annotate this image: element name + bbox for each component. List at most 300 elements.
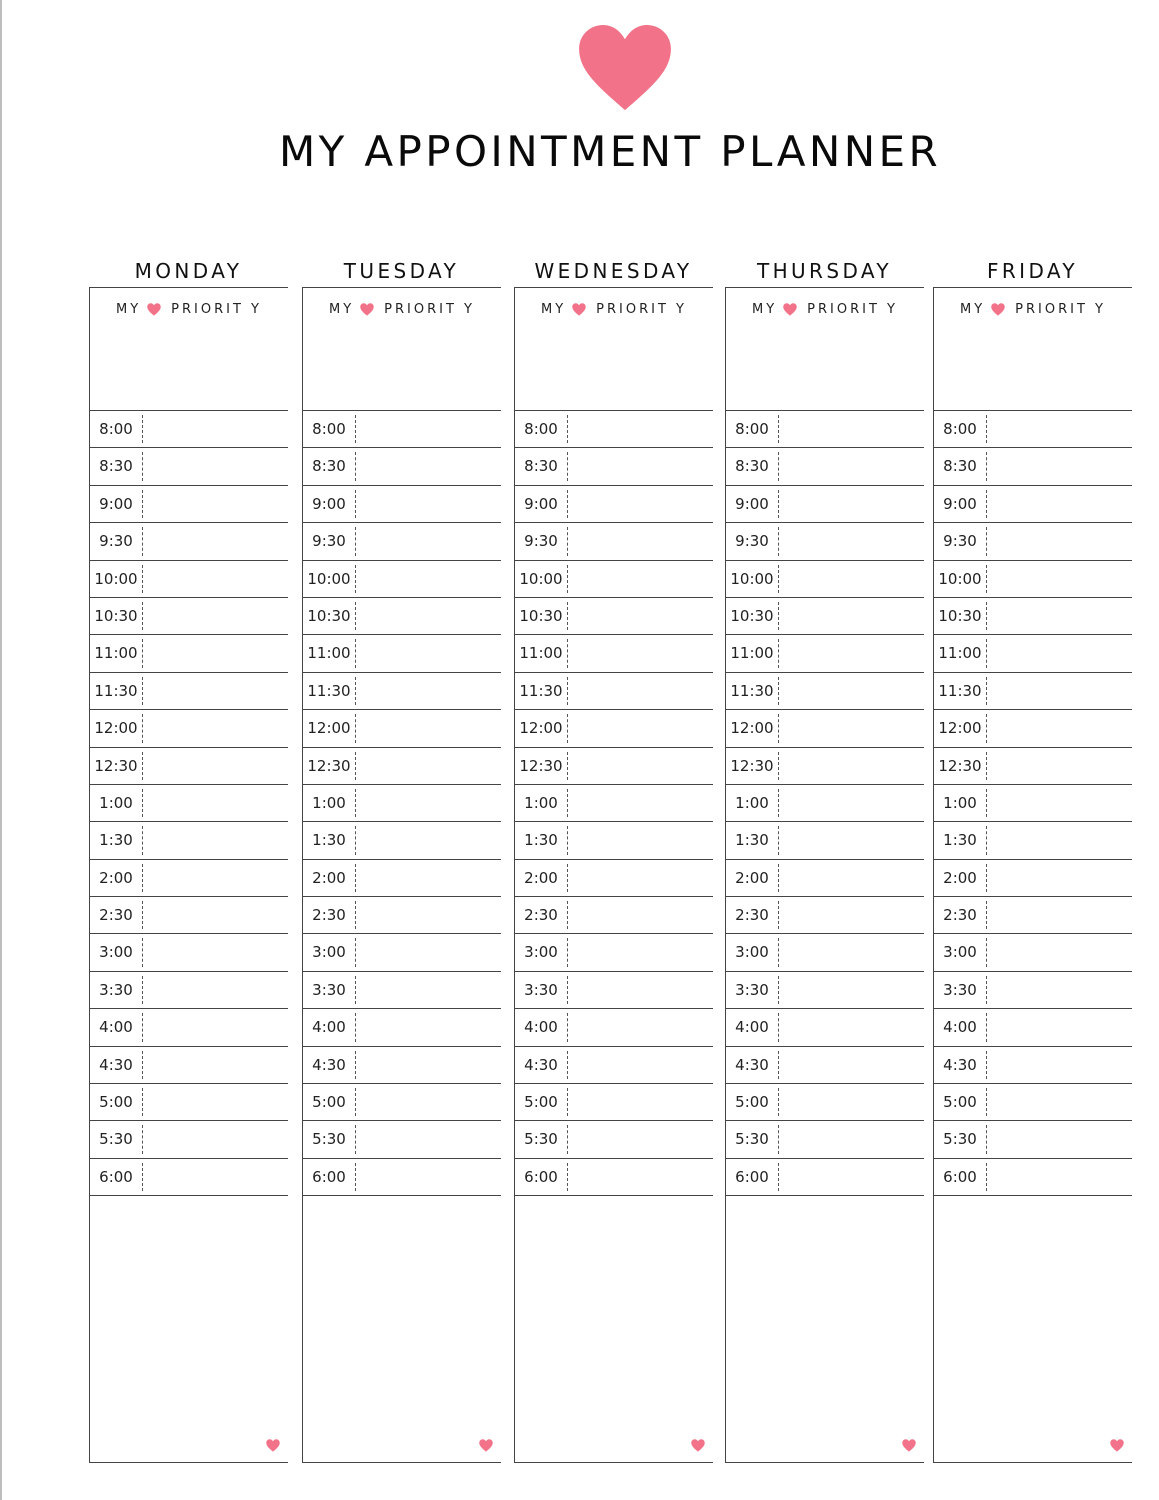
appointment-entry-field[interactable]: [988, 635, 1132, 671]
time-slot-label: 9:30: [524, 532, 558, 551]
time-slot-label: 8:00: [735, 420, 769, 438]
time-slot-label: 12:30: [730, 756, 774, 775]
appointment-entry-field[interactable]: [988, 822, 1132, 858]
time-slot-label: 4:30: [943, 1055, 977, 1074]
appointment-entry-field[interactable]: [569, 1084, 713, 1120]
time-slot-row: [934, 747, 1132, 784]
time-slot-row: [515, 410, 713, 447]
appointment-entry-field[interactable]: [988, 411, 1132, 447]
time-slot-row: [515, 859, 713, 896]
appointment-entry-field[interactable]: [988, 1159, 1132, 1195]
dashed-divider: [142, 901, 143, 929]
time-slot-row: [90, 709, 288, 746]
appointment-entry-field[interactable]: [569, 486, 713, 522]
appointment-entry-field[interactable]: [144, 1159, 288, 1195]
dashed-divider: [986, 976, 987, 1004]
appointment-entry-field[interactable]: [780, 785, 924, 821]
dashed-divider: [778, 415, 779, 443]
time-slot-label: 3:00: [99, 943, 133, 962]
appointment-entry-field[interactable]: [569, 635, 713, 671]
appointment-entry-field[interactable]: [144, 635, 288, 671]
notes-area[interactable]: [303, 1218, 501, 1462]
heart-icon: [783, 303, 797, 316]
priority-input-area[interactable]: [515, 322, 713, 408]
dashed-divider: [142, 639, 143, 667]
appointment-entry-field[interactable]: [780, 934, 924, 970]
time-slot-label: 2:00: [312, 868, 346, 887]
time-slot-row: [303, 933, 501, 970]
time-slot-label: 6:00: [943, 1167, 977, 1186]
time-slot-label: 5:30: [312, 1130, 346, 1149]
dashed-divider: [986, 901, 987, 929]
time-slot-row: [934, 709, 1132, 746]
dashed-divider: [355, 565, 356, 593]
priority-input-area[interactable]: [726, 322, 924, 408]
appointment-entry-field[interactable]: [780, 1121, 924, 1157]
appointment-entry-field[interactable]: [357, 561, 501, 597]
time-slot-row: [303, 896, 501, 933]
time-slot-row: [515, 522, 713, 559]
time-slot-label: 3:30: [99, 980, 133, 999]
appointment-entry-field[interactable]: [357, 673, 501, 709]
time-slot-label: 2:00: [735, 868, 769, 887]
appointment-entry-field[interactable]: [144, 1084, 288, 1120]
dashed-divider: [986, 826, 987, 854]
priority-heading: [934, 299, 1132, 319]
time-slot-label: 1:00: [312, 793, 346, 812]
priority-label-my: MY: [116, 301, 142, 317]
time-slot-list: [303, 410, 501, 1196]
time-slot-row: [726, 747, 924, 784]
dashed-divider: [142, 1051, 143, 1079]
time-slot-row: [934, 933, 1132, 970]
time-slot-label: 3:00: [735, 943, 769, 962]
appointment-entry-field[interactable]: [144, 448, 288, 484]
time-slot-row: [303, 821, 501, 858]
appointment-entry-field[interactable]: [144, 486, 288, 522]
dashed-divider: [355, 826, 356, 854]
appointment-entry-field[interactable]: [357, 1121, 501, 1157]
dashed-divider: [986, 452, 987, 480]
time-slot-label: 11:00: [519, 644, 563, 663]
appointment-entry-field[interactable]: [144, 1009, 288, 1045]
heart-icon: [360, 303, 374, 316]
notes-area[interactable]: [726, 1218, 924, 1462]
priority-label-priority: PRIORIT Y: [171, 301, 262, 317]
time-slot-row: [303, 859, 501, 896]
dashed-divider: [778, 602, 779, 630]
time-slot-row: [303, 485, 501, 522]
appointment-entry-field[interactable]: [569, 1009, 713, 1045]
dashed-divider: [778, 1013, 779, 1041]
appointment-entry-field[interactable]: [780, 635, 924, 671]
time-slot-label: 2:00: [524, 868, 558, 887]
appointment-entry-field[interactable]: [988, 561, 1132, 597]
appointment-entry-field[interactable]: [780, 860, 924, 896]
time-slot-label: 8:30: [312, 457, 346, 476]
priority-heading: [515, 299, 713, 319]
dashed-divider: [778, 1088, 779, 1116]
dashed-divider: [142, 826, 143, 854]
time-slot-label: 10:30: [730, 606, 774, 625]
appointment-entry-field[interactable]: [144, 972, 288, 1008]
time-slot-label: 3:30: [312, 980, 346, 999]
time-slot-row: [303, 634, 501, 671]
time-slot-row: [303, 784, 501, 821]
time-slot-label: 10:30: [519, 606, 563, 625]
dashed-divider: [567, 1163, 568, 1191]
appointment-entry-field[interactable]: [780, 710, 924, 746]
day-box: [725, 287, 924, 1463]
dashed-divider: [567, 602, 568, 630]
time-slot-label: 5:30: [99, 1130, 133, 1149]
appointment-entry-field[interactable]: [569, 972, 713, 1008]
time-slot-row: [90, 597, 288, 634]
heart-icon: [572, 303, 586, 316]
dashed-divider: [567, 1088, 568, 1116]
appointment-entry-field[interactable]: [144, 598, 288, 634]
time-slot-row: [90, 1008, 288, 1045]
appointment-entry-field[interactable]: [357, 897, 501, 933]
dashed-divider: [355, 639, 356, 667]
time-slot-label: 8:00: [99, 420, 133, 438]
appointment-entry-field[interactable]: [780, 1009, 924, 1045]
dashed-divider: [142, 602, 143, 630]
appointment-entry-field[interactable]: [569, 561, 713, 597]
notes-area[interactable]: [515, 1218, 713, 1462]
dashed-divider: [355, 527, 356, 555]
time-slot-row: [934, 784, 1132, 821]
time-slot-label: 9:30: [99, 532, 133, 551]
appointment-entry-field[interactable]: [144, 1121, 288, 1157]
time-slot-list: [934, 410, 1132, 1196]
time-slot-row: [934, 821, 1132, 858]
time-slot-label: 3:30: [943, 980, 977, 999]
time-slot-list: [90, 410, 288, 1196]
appointment-entry-field[interactable]: [780, 561, 924, 597]
appointment-entry-field[interactable]: [988, 1121, 1132, 1157]
appointment-entry-field[interactable]: [569, 1121, 713, 1157]
dashed-divider: [778, 714, 779, 742]
time-slot-row: [90, 1046, 288, 1083]
dashed-divider: [355, 490, 356, 518]
time-slot-row: [90, 933, 288, 970]
appointment-entry-field[interactable]: [988, 523, 1132, 559]
dashed-divider: [355, 1013, 356, 1041]
appointment-entry-field[interactable]: [569, 860, 713, 896]
dashed-divider: [567, 752, 568, 780]
appointment-entry-field[interactable]: [144, 411, 288, 447]
appointment-entry-field[interactable]: [780, 598, 924, 634]
time-slot-row: [726, 1083, 924, 1120]
appointment-entry-field[interactable]: [569, 748, 713, 784]
dashed-divider: [355, 714, 356, 742]
time-slot-row: [726, 971, 924, 1008]
time-slot-label: 12:00: [519, 719, 563, 738]
appointment-entry-field[interactable]: [144, 934, 288, 970]
appointment-entry-field[interactable]: [780, 673, 924, 709]
appointment-entry-field[interactable]: [144, 523, 288, 559]
dashed-divider: [567, 864, 568, 892]
appointment-entry-field[interactable]: [357, 411, 501, 447]
time-slot-label: 8:30: [99, 457, 133, 476]
appointment-entry-field[interactable]: [569, 673, 713, 709]
appointment-entry-field[interactable]: [988, 448, 1132, 484]
appointment-entry-field[interactable]: [988, 710, 1132, 746]
appointment-entry-field[interactable]: [780, 411, 924, 447]
time-slot-label: 3:30: [735, 980, 769, 999]
time-slot-label: 11:30: [94, 681, 138, 700]
priority-heading: [303, 299, 501, 319]
appointment-entry-field[interactable]: [357, 785, 501, 821]
time-slot-label: 6:00: [735, 1167, 769, 1186]
dashed-divider: [567, 490, 568, 518]
appointment-entry-field[interactable]: [569, 1159, 713, 1195]
dashed-divider: [142, 452, 143, 480]
day-name: WEDNESDAY: [534, 259, 693, 283]
appointment-entry-field[interactable]: [988, 972, 1132, 1008]
appointment-entry-field[interactable]: [988, 934, 1132, 970]
appointment-entry-field[interactable]: [569, 897, 713, 933]
dashed-divider: [567, 714, 568, 742]
dashed-divider: [778, 527, 779, 555]
time-slot-row: [726, 933, 924, 970]
appointment-entry-field[interactable]: [780, 448, 924, 484]
dashed-divider: [142, 938, 143, 966]
time-slot-row: [90, 971, 288, 1008]
dashed-divider: [355, 1088, 356, 1116]
appointment-entry-field[interactable]: [144, 748, 288, 784]
appointment-entry-field[interactable]: [988, 1009, 1132, 1045]
appointment-entry-field[interactable]: [144, 897, 288, 933]
dashed-divider: [355, 938, 356, 966]
appointment-entry-field[interactable]: [569, 822, 713, 858]
appointment-entry-field[interactable]: [144, 785, 288, 821]
time-slot-row: [726, 709, 924, 746]
appointment-entry-field[interactable]: [780, 748, 924, 784]
heart-icon: [1110, 1439, 1124, 1452]
appointment-entry-field[interactable]: [988, 598, 1132, 634]
time-slot-row: [934, 672, 1132, 709]
time-slot-row: [90, 784, 288, 821]
appointment-entry-field[interactable]: [988, 1047, 1132, 1083]
dashed-divider: [355, 864, 356, 892]
dashed-divider: [778, 826, 779, 854]
appointment-entry-field[interactable]: [780, 1159, 924, 1195]
time-slot-list: [515, 410, 713, 1196]
time-slot-label: 1:00: [943, 793, 977, 812]
time-slot-label: 10:30: [938, 606, 982, 625]
time-slot-label: 4:00: [99, 1018, 133, 1037]
dashed-divider: [567, 938, 568, 966]
notes-area[interactable]: [90, 1218, 288, 1462]
appointment-entry-field[interactable]: [780, 972, 924, 1008]
time-slot-row: [90, 634, 288, 671]
time-slot-label: 5:30: [943, 1130, 977, 1149]
time-slot-row: [515, 560, 713, 597]
day-box: [514, 287, 713, 1463]
appointment-entry-field[interactable]: [988, 897, 1132, 933]
appointment-entry-field[interactable]: [569, 523, 713, 559]
dashed-divider: [142, 1163, 143, 1191]
time-slot-label: 3:30: [524, 980, 558, 999]
time-slot-row: [934, 859, 1132, 896]
appointment-entry-field[interactable]: [988, 860, 1132, 896]
time-slot-row: [303, 672, 501, 709]
appointment-entry-field[interactable]: [569, 448, 713, 484]
appointment-entry-field[interactable]: [144, 561, 288, 597]
time-slot-row: [515, 1046, 713, 1083]
time-slot-row: [726, 672, 924, 709]
appointment-entry-field[interactable]: [569, 785, 713, 821]
dashed-divider: [142, 415, 143, 443]
dashed-divider: [567, 1051, 568, 1079]
notes-area[interactable]: [934, 1218, 1132, 1462]
appointment-entry-field[interactable]: [144, 1047, 288, 1083]
time-slot-row: [726, 1008, 924, 1045]
dashed-divider: [778, 864, 779, 892]
time-slot-row: [90, 410, 288, 447]
time-slot-label: 11:00: [938, 644, 982, 663]
appointment-entry-field[interactable]: [780, 523, 924, 559]
day-column-monday: [89, 255, 288, 1462]
time-slot-label: 1:30: [735, 831, 769, 850]
dashed-divider: [567, 901, 568, 929]
time-slot-label: 4:00: [524, 1018, 558, 1037]
priority-label-my: MY: [752, 301, 778, 317]
appointment-entry-field[interactable]: [357, 1009, 501, 1045]
day-box: [302, 287, 501, 1463]
appointment-entry-field[interactable]: [569, 710, 713, 746]
time-slot-label: 11:30: [730, 681, 774, 700]
time-slot-row: [934, 1158, 1132, 1196]
page-title: MY APPOINTMENT PLANNER: [278, 127, 942, 176]
time-slot-row: [934, 896, 1132, 933]
priority-label-priority: PRIORIT Y: [596, 301, 687, 317]
appointment-entry-field[interactable]: [357, 860, 501, 896]
appointment-entry-field[interactable]: [569, 598, 713, 634]
appointment-entry-field[interactable]: [988, 486, 1132, 522]
time-slot-row: [934, 634, 1132, 671]
appointment-entry-field[interactable]: [144, 710, 288, 746]
appointment-entry-field[interactable]: [569, 934, 713, 970]
time-slot-label: 3:00: [312, 943, 346, 962]
appointment-entry-field[interactable]: [780, 897, 924, 933]
dashed-divider: [142, 714, 143, 742]
appointment-entry-field[interactable]: [357, 972, 501, 1008]
appointment-entry-field[interactable]: [569, 1047, 713, 1083]
appointment-entry-field[interactable]: [780, 822, 924, 858]
appointment-entry-field[interactable]: [357, 635, 501, 671]
time-slot-label: 1:30: [524, 831, 558, 850]
appointment-entry-field[interactable]: [357, 523, 501, 559]
time-slot-row: [934, 1046, 1132, 1083]
time-slot-row: [90, 747, 288, 784]
time-slot-row: [726, 1158, 924, 1196]
time-slot-row: [934, 597, 1132, 634]
dashed-divider: [355, 976, 356, 1004]
time-slot-label: 6:00: [312, 1167, 346, 1186]
appointment-entry-field[interactable]: [780, 1084, 924, 1120]
appointment-entry-field[interactable]: [988, 1084, 1132, 1120]
time-slot-label: 12:30: [94, 756, 138, 775]
time-slot-row: [515, 597, 713, 634]
time-slot-label: 1:30: [312, 831, 346, 850]
time-slot-label: 4:00: [943, 1018, 977, 1037]
time-slot-row: [515, 1120, 713, 1157]
time-slot-row: [90, 859, 288, 896]
time-slot-row: [515, 1158, 713, 1196]
time-slot-label: 12:30: [307, 756, 351, 775]
time-slot-row: [726, 821, 924, 858]
time-slot-label: 11:00: [94, 644, 138, 663]
appointment-entry-field[interactable]: [780, 1047, 924, 1083]
dashed-divider: [986, 864, 987, 892]
time-slot-row: [726, 859, 924, 896]
dashed-divider: [986, 1163, 987, 1191]
dashed-divider: [778, 938, 779, 966]
time-slot-label: 9:00: [524, 494, 558, 513]
appointment-entry-field[interactable]: [144, 860, 288, 896]
appointment-entry-field[interactable]: [988, 785, 1132, 821]
time-slot-label: 2:30: [943, 906, 977, 925]
time-slot-row: [726, 1120, 924, 1157]
time-slot-row: [303, 447, 501, 484]
appointment-entry-field[interactable]: [357, 598, 501, 634]
priority-input-area[interactable]: [934, 322, 1132, 408]
appointment-entry-field[interactable]: [357, 1159, 501, 1195]
time-slot-label: 8:00: [312, 420, 346, 438]
dashed-divider: [778, 1051, 779, 1079]
time-slot-label: 10:00: [730, 569, 774, 588]
time-slot-row: [303, 522, 501, 559]
appointment-entry-field[interactable]: [357, 1084, 501, 1120]
appointment-entry-field[interactable]: [357, 748, 501, 784]
dashed-divider: [142, 677, 143, 705]
time-slot-label: 1:00: [99, 793, 133, 812]
appointment-entry-field[interactable]: [357, 822, 501, 858]
appointment-entry-field[interactable]: [357, 1047, 501, 1083]
heart-icon: [991, 303, 1005, 316]
appointment-entry-field[interactable]: [988, 748, 1132, 784]
time-slot-label: 1:30: [99, 831, 133, 850]
appointment-entry-field[interactable]: [144, 822, 288, 858]
time-slot-label: 10:00: [307, 569, 351, 588]
appointment-entry-field[interactable]: [988, 673, 1132, 709]
appointment-entry-field[interactable]: [569, 411, 713, 447]
time-slot-label: 5:00: [524, 1093, 558, 1112]
time-slot-label: 9:30: [735, 532, 769, 551]
appointment-entry-field[interactable]: [144, 673, 288, 709]
time-slot-label: 1:30: [943, 831, 977, 850]
time-slot-label: 8:30: [524, 457, 558, 476]
dashed-divider: [355, 1125, 356, 1153]
priority-input-area[interactable]: [303, 322, 501, 408]
heart-icon: [577, 24, 673, 112]
appointment-entry-field[interactable]: [357, 448, 501, 484]
time-slot-label: 2:00: [943, 868, 977, 887]
time-slot-label: 1:00: [524, 793, 558, 812]
appointment-entry-field[interactable]: [357, 486, 501, 522]
appointment-entry-field[interactable]: [780, 486, 924, 522]
priority-input-area[interactable]: [90, 322, 288, 408]
appointment-entry-field[interactable]: [357, 934, 501, 970]
time-slot-row: [303, 597, 501, 634]
appointment-entry-field[interactable]: [357, 710, 501, 746]
time-slot-row: [303, 1046, 501, 1083]
time-slot-label: 12:30: [519, 756, 563, 775]
time-slot-label: 4:30: [312, 1055, 346, 1074]
